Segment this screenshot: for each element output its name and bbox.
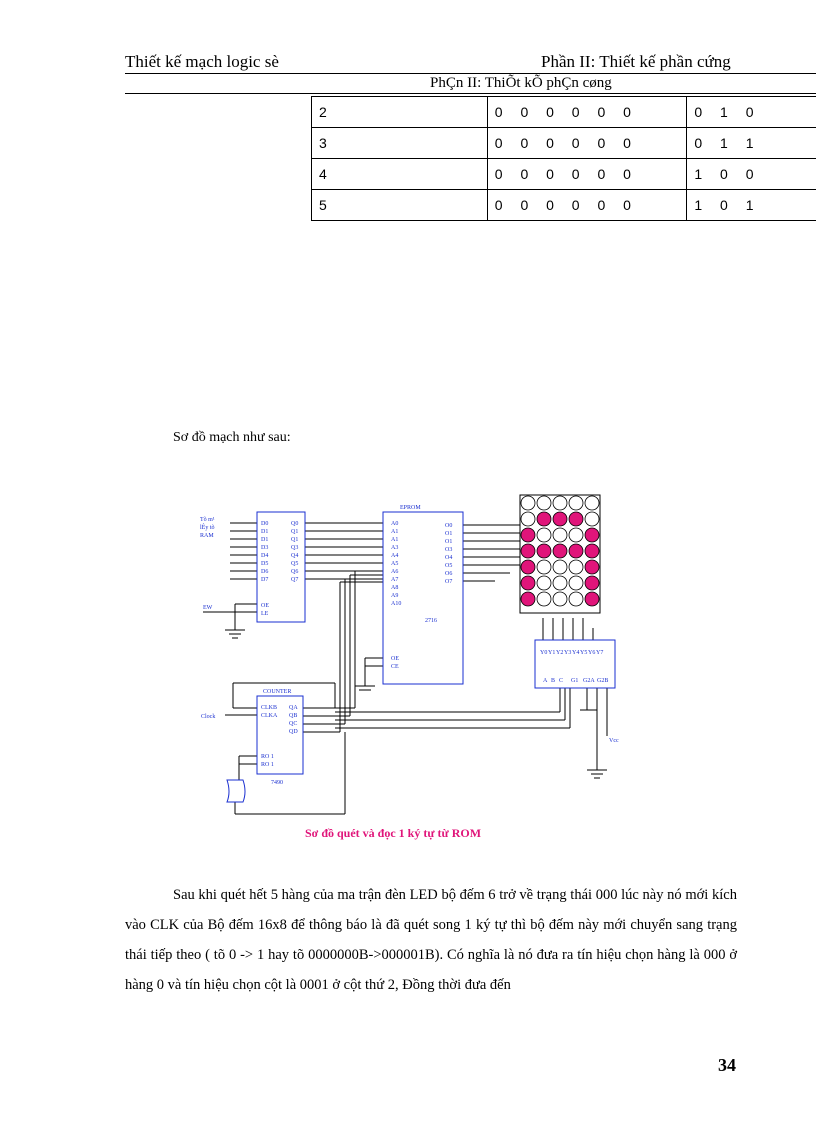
latch-output-label: Q6 (291, 569, 299, 575)
eprom-address-label: A10 (391, 601, 402, 607)
truth-table (311, 96, 816, 221)
counter-reset-label: RO 1 (261, 754, 274, 760)
counter-reset-label: RO 1 (261, 762, 274, 768)
eprom-output-label: O3 (445, 547, 453, 553)
latch-source-label-2: lÊy tõ (200, 525, 215, 531)
decoder-output-label: Y5 (580, 650, 588, 656)
row-right-bits: 0 1 1 (687, 128, 816, 159)
eprom-address-label: A5 (391, 561, 399, 567)
led-on (521, 576, 535, 590)
led-off (537, 592, 551, 606)
led-on (585, 592, 599, 606)
latch-source-label-1: Tõ m¹ (200, 517, 215, 523)
eprom-address-label: A0 (391, 521, 399, 527)
body-paragraph (125, 880, 737, 1000)
eprom-output-label: O1 (445, 539, 453, 545)
sub-header-divider (125, 93, 816, 94)
decoder-output-label: Y4 (572, 650, 580, 656)
circuit-schematic (195, 490, 625, 820)
led-off (553, 560, 567, 574)
latch-output-label: Q5 (291, 561, 299, 567)
led-off (569, 576, 583, 590)
eprom-output-label: O5 (445, 563, 453, 569)
decoder-output-label: Y1 (548, 650, 556, 656)
row-mid-bits: 0 0 0 0 0 0 (487, 128, 687, 159)
led-off (537, 560, 551, 574)
led-on (585, 528, 599, 542)
decoder-output-label: Y3 (564, 650, 572, 656)
decoder-output-label: Y2 (556, 650, 564, 656)
led-on (553, 512, 567, 526)
decoder-input-label: A (543, 678, 548, 684)
decoder-input-label: B (551, 678, 556, 684)
diagram-caption: Sơ đồ quét và đọc 1 ký tự từ ROM (305, 826, 482, 840)
latch-input-label: D6 (261, 569, 269, 575)
latch-output-label: Q1 (291, 529, 299, 535)
led-on (585, 576, 599, 590)
latch-input-label: D1 (261, 537, 269, 543)
row-index: 3 (312, 128, 488, 159)
led-on (585, 560, 599, 574)
clock-label: Clock (201, 714, 216, 720)
decoder-output-label: Y0 (540, 650, 548, 656)
latch-input-label: D1 (261, 529, 269, 535)
vcc-label: Vcc (609, 738, 619, 744)
led-off (585, 496, 599, 510)
led-off (521, 496, 535, 510)
led-off (569, 560, 583, 574)
row-index: 4 (312, 159, 488, 190)
eprom-address-label: A9 (391, 593, 399, 599)
latch-output-label: Q3 (291, 545, 299, 551)
header-divider (125, 73, 816, 74)
diagram-intro: Sơ đồ mạch như sau: (173, 430, 291, 445)
eprom-control-label: OE (391, 656, 399, 662)
led-on (521, 544, 535, 558)
latch-output-label: Q1 (291, 537, 299, 543)
led-on (537, 512, 551, 526)
row-mid-bits: 0 0 0 0 0 0 (487, 159, 687, 190)
eprom-part-number: 2716 (425, 618, 437, 624)
eprom-address-label: A6 (391, 569, 399, 575)
table-row (312, 97, 816, 128)
decoder-input-label: G2A (583, 678, 595, 684)
body-paragraph-text: Sau khi quét hết 5 hàng của ma trận đèn LED bộ đếm 6 trở về trạng thái 000 lúc này nó mới kích vào CLK của Bộ đếm 16x8 để thông báo là đã quét song 1 ký tự thì bộ đếm này mới chuyển sang trạng thái tiếp theo ( tõ 0 -> 1 hay tõ 0000000B->000001B). Có nghĩa là nó đưa ra tín hiệu chọn hàng là 000 ở hàng 0 và tín hiệu chọn cột là 0001 ở cột thứ 2, Đồng thời đưa đến (125, 887, 737, 993)
sub-header: PhÇn II: ThiÕt kÕ phÇn cøng (430, 75, 612, 91)
latch-input-label: D0 (261, 521, 269, 527)
led-off (537, 496, 551, 510)
eprom-output-label: O1 (445, 531, 453, 537)
eprom-address-label: A4 (391, 553, 399, 559)
counter-input-label: CLKB (261, 705, 278, 711)
led-on (521, 592, 535, 606)
led-off (553, 592, 567, 606)
latch-output-label: Q7 (291, 577, 299, 583)
decoder-output-label: Y7 (596, 650, 604, 656)
led-off (537, 528, 551, 542)
led-off (585, 512, 599, 526)
decoder-input-label: C (559, 678, 564, 684)
led-on (521, 528, 535, 542)
eprom-address-label: A1 (391, 537, 399, 543)
eprom-control-label: CE (391, 664, 399, 670)
led-on (585, 544, 599, 558)
counter-output-label: QC (289, 721, 298, 727)
counter-output-label: QD (289, 729, 298, 735)
eprom-title: EPROM (400, 505, 421, 511)
header-left-title: Thiết kế mạch logic sè (125, 52, 279, 71)
eprom-output-label: O0 (445, 523, 453, 529)
counter-output-label: QA (289, 705, 298, 711)
led-matrix (520, 495, 600, 613)
led-off (521, 512, 535, 526)
led-off (569, 592, 583, 606)
eprom-address-label: A1 (391, 529, 399, 535)
led-off (569, 528, 583, 542)
eprom-output-label: O7 (445, 579, 453, 585)
page-number: 34 (718, 1055, 736, 1075)
eprom-address-label: A8 (391, 585, 399, 591)
ew-label: EW (203, 605, 213, 611)
decoder-input-label: G2B (597, 678, 609, 684)
latch-control-label: LE (261, 611, 269, 617)
table-row (312, 159, 816, 190)
led-off (553, 496, 567, 510)
latch-output-label: Q0 (291, 521, 299, 527)
led-off (553, 576, 567, 590)
latch-output-label: Q4 (291, 553, 299, 559)
table-row (312, 190, 816, 221)
counter-title: COUNTER (263, 689, 292, 695)
row-mid-bits: 0 0 0 0 0 0 (487, 97, 687, 128)
eprom-output-label: O4 (445, 555, 453, 561)
decoder-input-label: G1 (571, 678, 579, 684)
latch-input-label: D3 (261, 545, 269, 551)
eprom-output-label: O6 (445, 571, 453, 577)
led-on (521, 560, 535, 574)
table-row (312, 128, 816, 159)
row-right-bits: 1 0 1 (687, 190, 816, 221)
latch-input-label: D7 (261, 577, 269, 583)
latch-source-label-3: RAM (200, 533, 214, 539)
row-index: 2 (312, 97, 488, 128)
counter-part-number: 7490 (271, 780, 283, 786)
row-mid-bits: 0 0 0 0 0 0 (487, 190, 687, 221)
eprom-address-label: A3 (391, 545, 399, 551)
row-right-bits: 1 0 0 (687, 159, 816, 190)
eprom-address-label: A7 (391, 577, 399, 583)
row-right-bits: 0 1 0 (687, 97, 816, 128)
row-index: 5 (312, 190, 488, 221)
header-right-title: Phần II: Thiết kế phần cứng (541, 52, 731, 71)
latch-control-label: OE (261, 603, 269, 609)
led-on (553, 544, 567, 558)
led-on (569, 544, 583, 558)
led-on (537, 544, 551, 558)
counter-input-label: CLKA (261, 713, 278, 719)
latch-input-label: D4 (261, 553, 269, 559)
counter-output-label: QB (289, 713, 298, 719)
decoder-output-label: Y6 (588, 650, 596, 656)
led-on (569, 512, 583, 526)
latch-input-label: D5 (261, 561, 269, 567)
led-off (569, 496, 583, 510)
led-off (553, 528, 567, 542)
led-off (537, 576, 551, 590)
or-gate (227, 780, 245, 802)
